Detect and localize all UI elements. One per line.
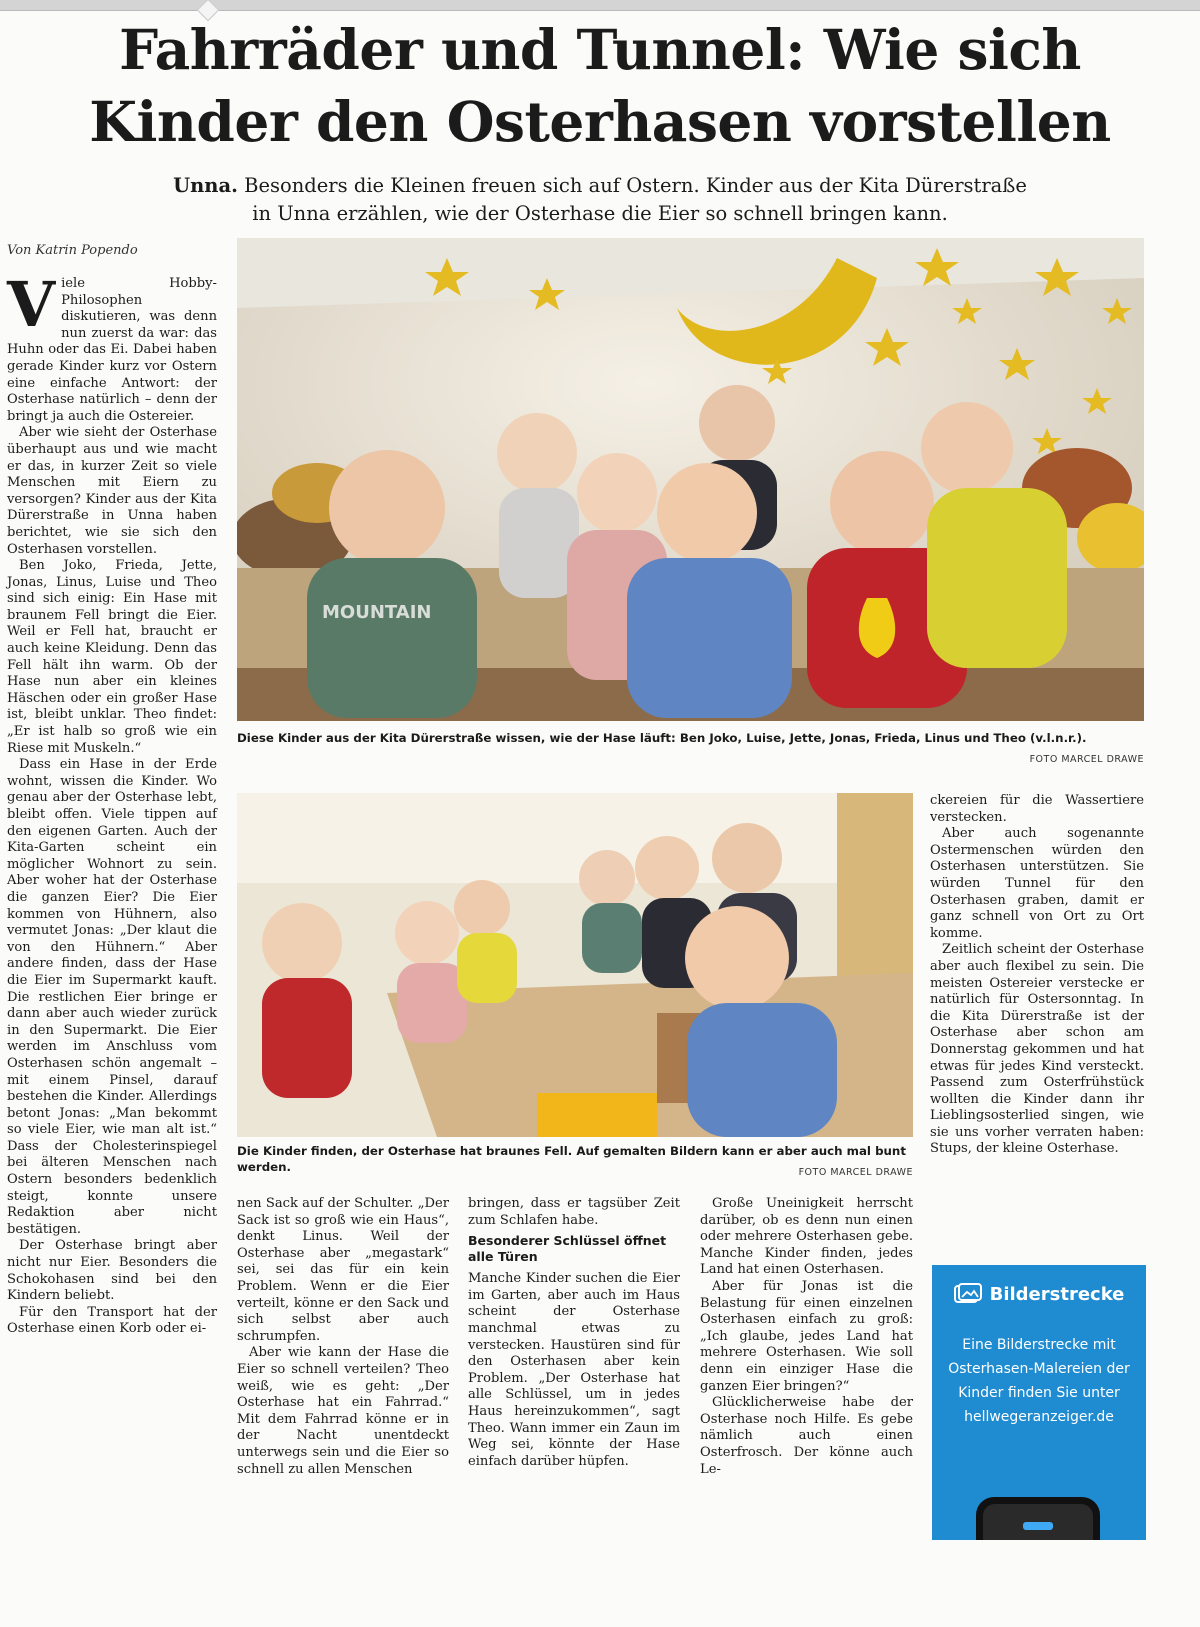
teaser-line-2: in Unna erzählen, wie der Osterhase die Eier so schnell bringen kann. (252, 202, 948, 225)
drop-cap: V (7, 268, 56, 341)
gallery-icon (954, 1283, 982, 1305)
promo-text: Eine Bilderstrecke mit Osterhasen-Malereien der Kinder finden Sie unter hellwegeranzeiger.de (948, 1337, 1130, 1425)
photo-2-caption: Die Kinder finden, der Osterhase hat braunes Fell. Auf gemalten Bildern kann er aber auch mal bunt werden. (237, 1144, 906, 1174)
col5-paragraph-1: ckereien für die Wassertiere verstecken. (930, 793, 1144, 825)
headline-line-2: Kinder den Osterhasen vorstellen (89, 89, 1111, 154)
article-column-3 (468, 1196, 680, 1470)
article-column-1 (7, 268, 217, 1338)
photo-children-table (237, 793, 913, 1137)
subheading: Besonderer Schlüssel öffnet alle Türen (468, 1233, 667, 1265)
gallery-promo-box[interactable] (932, 1265, 1146, 1540)
dateline: Unna. (173, 174, 238, 197)
teaser (90, 172, 1110, 228)
col4-paragraph-2: Aber für Jonas ist die Belastung für einen einzelnen Osterhasen einfach zu groß: „Ich glaube, jedes Land hat mehrere Osterhasen. Wie soll denn ein einziger Hase die ganzen Eier bringen?“ (700, 1278, 913, 1394)
photo-2-image (237, 793, 913, 1137)
byline: Von Katrin Popendo (7, 243, 138, 258)
col5-paragraph-3: Zeitlich scheint der Osterhase aber auch flexibel zu sein. Die meisten Ostereier verstecke er natürlich für Ostersonntag. In die Kita Dürerstraße ist der Osterhase aber schon am Donnerstag gekommen und hat etwas für jedes Kind versteckt. Passend zum Osterfrühstück wollten die Kinder dann ihr Lieblingsosterlied singen, wie sie uns vorher verraten haben: Stups, der kleine Osterhase. (930, 942, 1144, 1157)
paragraph-5: Der Osterhase bringt aber nicht nur Eier. Besonders die Schokohasen sind bei den Kindern beliebt. (7, 1238, 217, 1304)
article-column-4 (700, 1196, 913, 1478)
promo-title: Bilderstrecke (989, 1283, 1125, 1305)
teaser-line-1: Besonders die Kleinen freuen sich auf Ostern. Kinder aus der Kita Dürerstraße (244, 174, 1027, 197)
top-bar (0, 0, 1200, 11)
headline (0, 14, 1200, 158)
photo-1-credit: FOTO MARCEL DRAWE (1029, 754, 1144, 765)
paragraph-1 (7, 268, 217, 425)
col3-paragraph-1: bringen, dass er tagsüber Zeit zum Schlafen habe. (468, 1196, 680, 1228)
paragraph-4: Dass ein Hase in der Erde wohnt, wissen die Kinder. Wo genau aber der Osterhase lebt, bleibt offen. Viele tippen auf den eigenen Garten. Auch der Kita-Garten scheint ein möglicher Wohnort zu sein. Aber woher hat der Osterhase die ganzen Eier? Die Eier kommen von Hühnern, also vermutet Jonas: „Der klaut die von den Hühnern.“ Aber andere finden, dass der Hase die Eier im Supermarkt kauft. Die restlichen Eier bringe er dann aber auch wieder zurück in den Supermarkt. Die Eier werden im Anschluss vom Osterhasen schön angemalt – mit einem Pinsel, darauf bestehen die Kinder. Allerdings betont Jonas: „Man bekommt so viele Eier, wie man alt ist.“ Dass der Cholesterinspiegel bei älteren Menschen nach Ostern besonders bedenklich steigt, konnte unsere Redaktion aber nicht bestätigen. (7, 757, 217, 1237)
col5-paragraph-2: Aber auch sogenannte Ostermenschen würden den Osterhasen unterstützen. Sie würden Tunnel für den Osterhasen graben, damit er ganz schnell von Ort zu Ort komme. (930, 826, 1144, 941)
headline-line-1: Fahrräder und Tunnel: Wie sich (119, 17, 1081, 82)
col4-paragraph-3: Glücklicherweise habe der Osterhase noch Hilfe. Es gebe nämlich auch einen Osterfrosch. Der könne auch Le- (700, 1395, 913, 1477)
article-column-2 (237, 1196, 449, 1478)
promo-header (932, 1283, 1146, 1305)
paragraph-3: Ben Joko, Frieda, Jette, Jonas, Linus, Luise und Theo sind sich einig: Ein Hase mit braunem Fell bringt die Eier. Weil er Fell hat, braucht er auch keine Kleidung. Denn das Fell hält ihn warm. Ob der Hase nun aber ein kleines Häschen oder ein großer Hase ist, bleibt unklar. Theo findet: „Er ist halb so groß wie ein Riese mit Muskeln.“ (7, 558, 217, 756)
photo-children-group (237, 238, 1144, 721)
col3-paragraph-2: Manche Kinder suchen die Eier im Garten, aber auch im Haus scheint der Osterhase manchmal etwas zu verstecken. Haustüren sind für den Osterhasen aber kein Problem. „Der Osterhase hat alle Schlüssel, um in jedes Haus hereinzukommen“, sagt Theo. Wann immer ein Zaun im Weg sei, könnte der Hase einfach darüber hüpfen. (468, 1271, 680, 1469)
paragraph-2: Aber wie sieht der Osterhase überhaupt aus und wie macht er das, in kurzer Zeit so viele Menschen mit Eiern zu versorgen? Kinder aus der Kita Dürerstraße in Unna haben berichtet, wie sie sich den Osterhasen vorstellen. (7, 425, 217, 557)
col2-paragraph-2: Aber wie kann der Hase die Eier so schnell verteilen? Theo weiß, wie es geht: „Der Osterhase hat ein Fahrrad.“ Mit dem Fahrrad könne er in der Nacht unentdeckt unterwegs sein und die Eier so schnell zu allen Menschen (237, 1345, 449, 1477)
photo-2-credit: FOTO MARCEL DRAWE (798, 1167, 913, 1178)
article-column-5 (930, 793, 1144, 1158)
smartphone-icon (976, 1497, 1100, 1540)
sweater-text: MOUNTAIN (322, 602, 432, 623)
col2-paragraph-1: nen Sack auf der Schulter. „Der Sack ist so groß wie ein Haus“, denkt Linus. Weil der Osterhase aber „megastark“ sei, sei das für ein kein Problem. Wenn er die Eier verteilt, könne er den Sack und sich selbst aber auch schrumpfen. (237, 1196, 449, 1344)
paragraph-1-text: iele Hobby-Philosophen diskutieren, was denn nun zuerst da war: das Huhn oder das Ei. Dabei haben gerade Kinder kurz vor Ostern eine einfache Antwort: der Osterhase natürlich – denn der bringt ja auch die Ostereier. (7, 276, 217, 424)
paragraph-6: Für den Transport hat der Osterhase einen Korb oder ei- (7, 1304, 217, 1337)
photo-1-caption: Diese Kinder aus der Kita Dürerstraße wissen, wie der Hase läuft: Ben Joko, Luise, Jette, Jonas, Frieda, Linus und Theo (v.l.n.r.). (237, 731, 1087, 745)
col4-paragraph-1: Große Uneinigkeit herrscht darüber, ob es denn nun einen oder mehrere Osterhasen gebe. Manche Kinder finden, jedes Land hat einen Osterhasen. (700, 1196, 913, 1278)
photo-1-image (237, 238, 1144, 721)
